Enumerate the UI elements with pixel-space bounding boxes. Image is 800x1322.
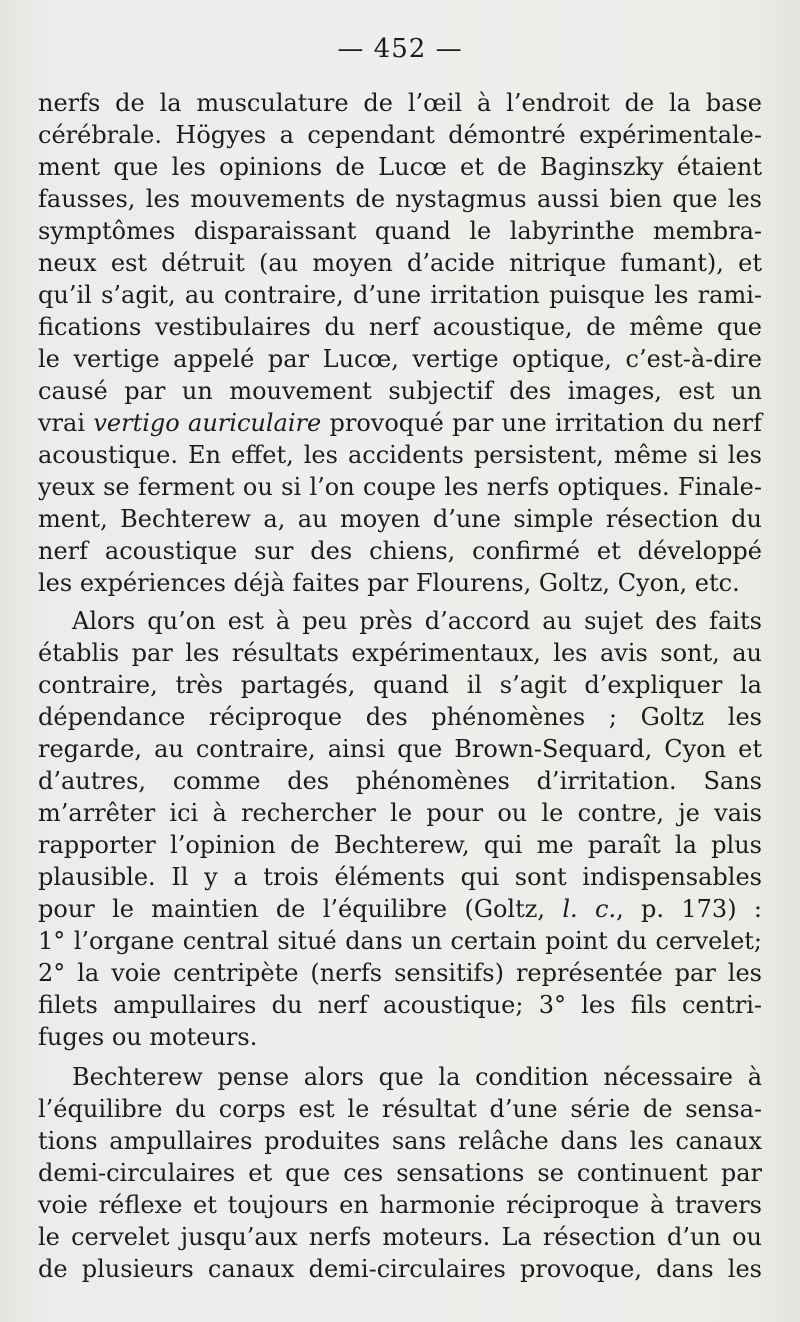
text-line: yeux se ferment ou si l’on coupe les nerfs optiques. Finale- — [38, 473, 762, 501]
text-line: neux est détruit (au moyen d’acide nitrique fumant), et — [38, 249, 762, 277]
text-line: acoustique. En effet, les accidents persistent, même si les — [38, 441, 762, 469]
text-line: qu’il s’agit, au contraire, d’une irritation puisque les rami- — [38, 281, 762, 309]
text-line: ment, Bechterew a, au moyen d’une simple résection du — [38, 505, 762, 533]
text-line: regarde, au contraire, ainsi que Brown-Sequard, Cyon et — [38, 735, 762, 763]
text-line: 2° la voie centripète (nerfs sensitifs) représentée par les — [38, 959, 762, 987]
text-line: les expériences déjà faites par Flourens, Goltz, Cyon, etc. — [38, 569, 740, 597]
text-line: plausible. Il y a trois éléments qui sont indispensables — [38, 863, 762, 891]
text-line: d’autres, comme des phénomènes d’irritation. Sans — [38, 767, 762, 795]
text-line: 1° l’organe central situé dans un certain point du cervelet; — [38, 927, 762, 955]
text-line: de plusieurs canaux demi-circulaires provoque, dans les — [38, 1255, 762, 1283]
text-line: nerfs de la musculature de l’œil à l’endroit de la base — [38, 89, 762, 117]
text-line: fications vestibulaires du nerf acoustique, de même que — [38, 313, 762, 341]
text-line — [38, 894, 762, 924]
text-line: symptômes disparaissant quand le labyrinthe membra- — [38, 217, 762, 245]
text-line: fausses, les mouvements de nystagmus aussi bien que les — [38, 185, 762, 213]
text-line: Bechterew pense alors que la condition nécessaire à — [72, 1063, 762, 1091]
text-line: dépendance réciproque des phénomènes ; Goltz les — [38, 703, 762, 731]
text-line: établis par les résultats expérimentaux, les avis sont, au — [38, 639, 762, 667]
text-line: tions ampullaires produites sans relâche dans les canaux — [38, 1127, 762, 1155]
text-line: le vertige appelé par Lucœ, vertige optique, c’est-à-dire — [38, 345, 762, 373]
text-run: pour le maintien de l’équilibre (Goltz, — [38, 895, 563, 923]
text-line: filets ampullaires du nerf acoustique; 3° les fils centri- — [38, 991, 762, 1019]
italic-term: vertigo auriculaire — [93, 409, 322, 437]
text-run: vrai — [38, 409, 94, 437]
text-run: , p. 173) : — [616, 895, 762, 923]
text-line: contraire, très partagés, quand il s’agit d’expliquer la — [38, 671, 762, 699]
text-line: m’arrêter ici à rechercher le pour ou le contre, je vais — [38, 799, 762, 827]
text-line: causé par un mouvement subjectif des images, est un — [38, 377, 762, 405]
text-line: nerf acoustique sur des chiens, confirmé et développé — [38, 537, 762, 565]
text-line: rapporter l’opinion de Bechterew, qui me paraît la plus — [38, 831, 762, 859]
text-line — [38, 408, 762, 438]
text-line: demi-circulaires et que ces sensations se continuent par — [38, 1159, 762, 1187]
text-line: cérébrale. Högyes a cependant démontré expérimentale- — [38, 121, 762, 149]
text-line: voie réflexe et toujours en harmonie réciproque à travers — [38, 1191, 762, 1219]
page-number: — 452 — — [337, 34, 463, 64]
italic-citation: l. c. — [562, 895, 617, 923]
text-line: l’équilibre du corps est le résultat d’une série de sensa- — [38, 1095, 762, 1123]
text-line: ment que les opinions de Lucœ et de Baginszky étaient — [38, 153, 762, 181]
text-run: provoqué par une irritation du nerf — [321, 409, 762, 437]
text-line: fuges ou moteurs. — [38, 1023, 258, 1051]
text-line: Alors qu’on est à peu près d’accord au sujet des faits — [72, 607, 762, 635]
text-line: le cervelet jusqu’aux nerfs moteurs. La résection d’un ou — [38, 1223, 762, 1251]
